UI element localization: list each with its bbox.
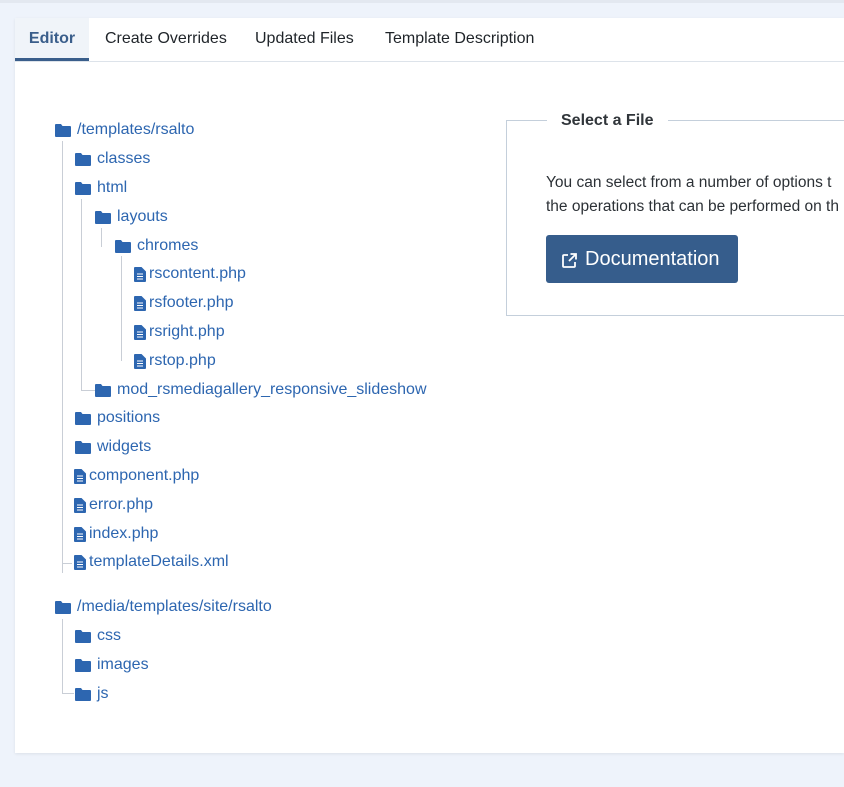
tree-line [62, 693, 74, 694]
folder-icon [55, 123, 71, 137]
tab-bar [15, 18, 844, 62]
tree-line [62, 563, 72, 564]
file-icon [74, 555, 86, 570]
documentation-button[interactable] [546, 235, 738, 283]
tree-line [81, 390, 95, 391]
panel-legend: Select a File [547, 110, 668, 132]
folder-icon [75, 440, 91, 454]
file-icon [134, 267, 146, 282]
documentation-button-label: Documentation [585, 248, 720, 270]
folder-icon [55, 600, 71, 614]
tree-line [81, 199, 82, 390]
folder-icon [95, 210, 111, 224]
tree-line [121, 256, 122, 361]
folder-icon [75, 152, 91, 166]
panel-description: You can select from a number of options t the operations that can be performed on th [546, 174, 839, 215]
tree-line [101, 228, 102, 247]
folder-icon [75, 687, 91, 701]
tree-line [62, 141, 63, 573]
template-editor-card: Editor Create Overrides Updated Files Template Description /templates/rsalto classes html layouts chromes rscontent.php rsfooter.php rsright.php rstop.php mod_rsmediagallery_responsive_slideshow positions widgets component.php error.php index.php templateDetails.xml /media/templates/site/rsalto css images js Select a File You can select from a number of options t the operations that can be performed on th Documentation [15, 18, 844, 753]
folder-icon [75, 658, 91, 672]
file-icon [134, 354, 146, 369]
tab-template-description[interactable]: Template Description [385, 30, 535, 47]
tab-create-overrides[interactable]: Create Overrides [105, 30, 227, 47]
tree-line [62, 619, 63, 693]
tab-updated-files[interactable]: Updated Files [255, 30, 354, 47]
file-icon [74, 469, 86, 484]
folder-icon [115, 239, 131, 253]
folder-icon [75, 411, 91, 425]
tab-editor[interactable]: Editor [15, 18, 89, 61]
top-strip [0, 0, 844, 3]
folder-icon [75, 181, 91, 195]
folder-icon [95, 383, 111, 397]
external-link-icon [562, 253, 577, 268]
file-icon [134, 325, 146, 340]
file-icon [74, 527, 86, 542]
folder-icon [75, 629, 91, 643]
file-icon [74, 498, 86, 513]
select-file-panel [506, 112, 844, 316]
file-icon [134, 296, 146, 311]
